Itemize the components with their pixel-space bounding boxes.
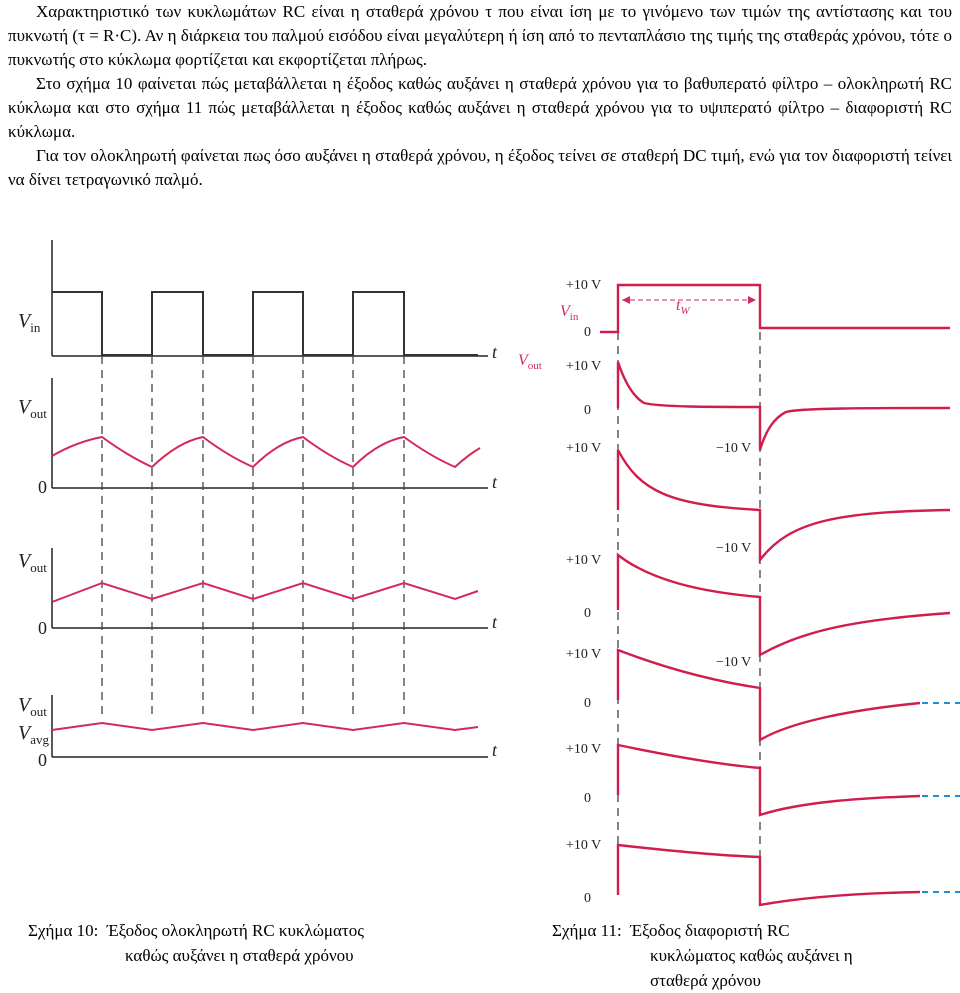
pulse-width-arrowhead-left <box>622 296 630 304</box>
figure-10-caption <box>28 918 498 968</box>
vout-trace-small-tau <box>52 437 480 467</box>
figure-11-caption <box>552 918 952 993</box>
paragraph-conclusion: Για τον ολοκληρωτή φαίνεται πως όσο αυξάνει η σταθερά χρόνου, η έξοδος τείνει σε σταθερή DC τιμή, ενώ για τον διαφοριστή τείνει να δίνει τετραγωνικό παλμό. <box>8 146 952 189</box>
zero-label-vin: 0 <box>584 325 591 340</box>
figure-10-caption-line-1: Έξοδος ολοκληρωτή RC κυκλώματος <box>106 921 364 940</box>
pulse-width-arrowhead-right <box>748 296 756 304</box>
vout-label: $V_{out}$ <box>518 352 542 372</box>
plus10-label-1: +10 V <box>566 359 602 374</box>
vout-trace-3 <box>618 555 950 655</box>
plus10-label-5: +10 V <box>566 742 602 757</box>
vin-label: $V_{in}$ <box>18 310 41 335</box>
minus10-label-3: −10 V <box>716 655 752 670</box>
zero-label-2: 0 <box>38 618 47 638</box>
vout-label-3: $V_{out}$ <box>18 694 47 719</box>
zero-label-4: 0 <box>584 791 591 806</box>
plus10-label-6: +10 V <box>566 838 602 853</box>
figure-10-integrator-waveforms <box>0 230 545 910</box>
figure-11-differentiator-waveforms <box>510 270 960 910</box>
figure-11-caption-line-3: σταθερά χρόνου <box>650 971 761 990</box>
figure-10-caption-line-2: καθώς αυξάνει η σταθερά χρόνου <box>125 946 354 965</box>
zero-label-1: 0 <box>38 477 47 497</box>
figure-10-number: Σχήμα 10: <box>28 921 99 940</box>
vout-trace-2 <box>618 450 950 560</box>
minus10-label-1: −10 V <box>716 441 752 456</box>
zero-label-2: 0 <box>584 606 591 621</box>
plus10-label-4: +10 V <box>566 647 602 662</box>
vout-trace-1 <box>618 362 950 450</box>
vin-pulse <box>600 285 950 332</box>
t-label-3: t <box>492 612 498 632</box>
plus10-label-3: +10 V <box>566 553 602 568</box>
zero-label-3: 0 <box>584 696 591 711</box>
vin-label: $V_{in}$ <box>560 303 579 323</box>
vout-label-1: $V_{out}$ <box>18 396 47 421</box>
vout-trace-medium-tau <box>52 583 478 602</box>
zero-label-1: 0 <box>584 403 591 418</box>
t-label-2: t <box>492 472 498 492</box>
paragraph-figures: Στο σχήμα 10 φαίνεται πώς μεταβάλλεται η έξοδος καθώς αυξάνει η σταθερά χρόνου για το βαθυπερατό φίλτρο – ολοκληρωτή RC κύκλωμα και στο σχήμα 11 πώς μεταβάλλεται η έξοδος καθώς αυξάνει η σταθερά χρόνου για το υψιπερατό φίλτρο – διαφοριστή RC κύκλωμα. <box>8 74 952 141</box>
zero-label-5: 0 <box>584 891 591 906</box>
vout-label-2: $V_{out}$ <box>18 550 47 575</box>
vout-trace-large-tau <box>52 723 478 730</box>
minus10-label-2: −10 V <box>716 541 752 556</box>
vout-trace-6 <box>618 845 920 905</box>
vin-square-wave <box>52 292 478 355</box>
vout-trace-5 <box>618 745 920 815</box>
t-label-4: t <box>492 740 498 760</box>
paragraph-time-constant: Χαρακτηριστικό των κυκλωμάτων RC είναι η σταθερά χρόνου τ που είναι ίση με το γινόμενο των τιμών της αντίστασης και του πυκνωτή (τ = R·C). Αν η διάρκεια του παλμού εισόδου είναι μεγαλύτερη ή ίση από το πενταπλάσιο της τιμής της σταθεράς χρόνου, τότε ο πυκνωτής στο κύκλωμα φορτίζεται και εκφορτίζεται πλήρως. <box>8 2 952 69</box>
zero-label-3: 0 <box>38 750 47 770</box>
vavg-label: $V_{avg}$ <box>18 722 49 747</box>
figure-11-caption-line-2: κυκλώματος καθώς αυξάνει η <box>650 946 853 965</box>
figure-11-caption-line-1: Έξοδος διαφοριστή RC <box>630 921 790 940</box>
plus10-label-vin: +10 V <box>566 278 602 293</box>
body-text <box>8 0 952 192</box>
transition-guides <box>102 356 404 720</box>
plus10-label-2: +10 V <box>566 441 602 456</box>
vout-trace-4 <box>618 650 920 740</box>
figure-11-number: Σχήμα 11: <box>552 921 622 940</box>
tw-label: $t_W$ <box>676 297 690 317</box>
t-label: t <box>492 342 498 362</box>
